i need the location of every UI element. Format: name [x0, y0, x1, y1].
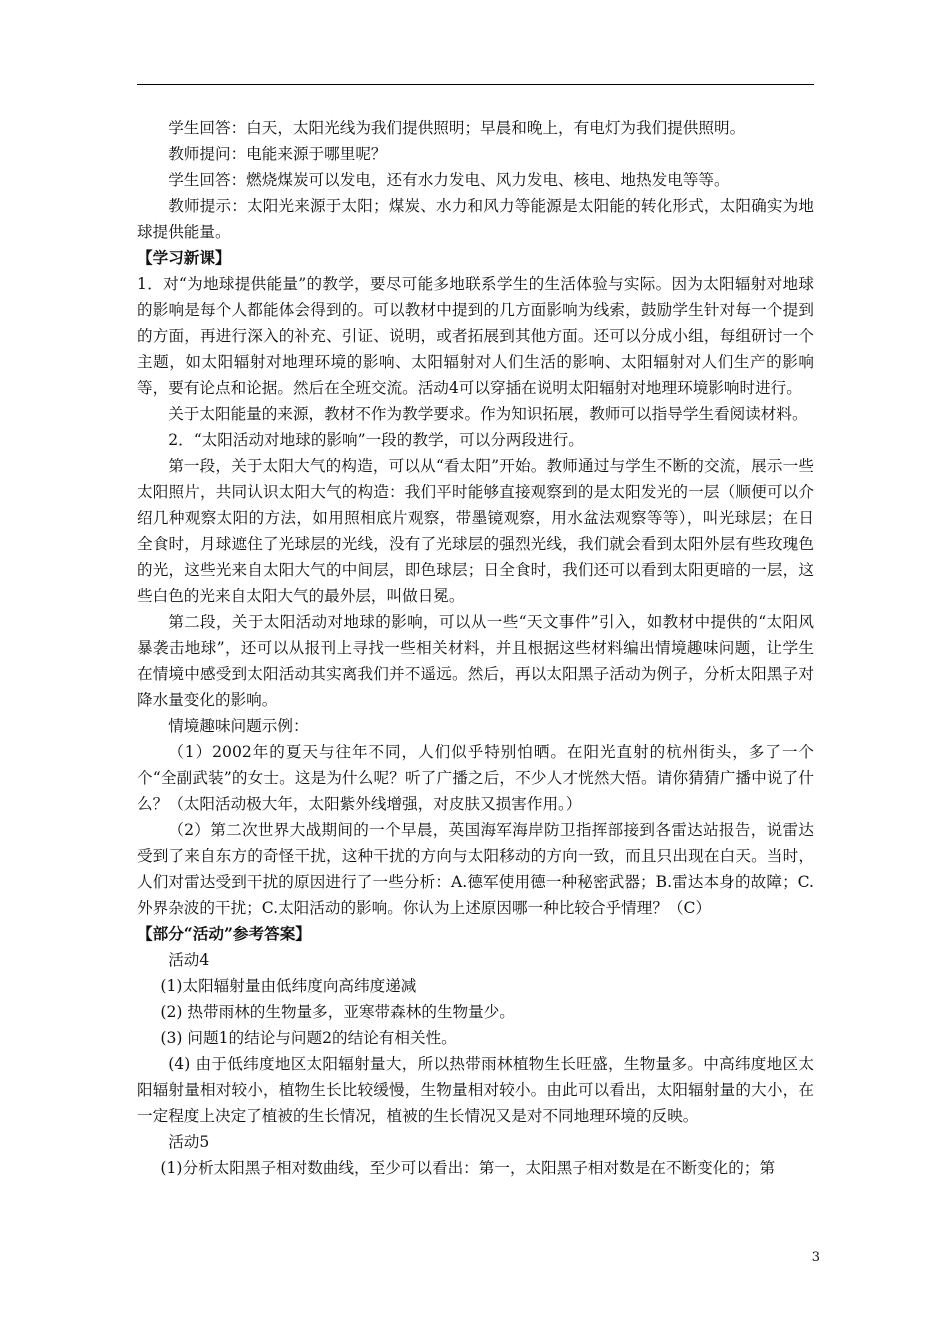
- example-2: （2）第二次世界大战期间的一个早晨，英国海军海岸防卫指挥部接到各雷达站报告，说雷达受到了来自东方的奇怪干扰，这种干扰的方向与太阳移动的方向一致，而且只出现在白天。当时，人们对雷达受到干扰的原因进行了一些分析：A.德军使用德一种秘密武器；B.雷达本身的故障；C.外界杂波的干扰；C.太阳活动的影响。你认为上述原因哪一种比较合乎情理？（C）: [137, 821, 814, 917]
- example-1: （1）2002年的夏天与往年不同，人们似乎特别怕晒。在阳光直射的杭州街头，多了一个个“全副武装”的女士。这是为什么呢？听了广播之后，不少人才恍然大悟。请你猜猜广播中说了什么？（太阳活动极大年，太阳紫外线增强，对皮肤又损害作用。）: [137, 743, 814, 813]
- activity-4-answer-2: (2) 热带雨林的生物量多，亚寒带森林的生物量少。: [160, 1003, 515, 1021]
- activity-4-answer-4: (4) 由于低纬度地区太阳辐射量大，所以热带雨林植物生长旺盛，生物量多。中高纬度地区太阳辐射量相对较小，植物生长比较缓慢，生物量相对较小。由此可以看出，太阳辐射量的大小，在一定程度上决定了植被的生长情况，植被的生长情况又是对不同地理环境的反映。: [137, 1055, 814, 1125]
- student-answer-1: 学生回答：白天，太阳光线为我们提供照明；早晨和晚上，有电灯为我们提供照明。: [168, 119, 746, 137]
- header-rule: [137, 84, 814, 85]
- section-heading-new-lesson: 【学习新课】: [137, 248, 231, 267]
- teacher-hint: 教师提示：太阳光来源于太阳；煤炭、水力和风力等能源是太阳能的转化形式，太阳确实为地球提供能量。: [137, 197, 814, 241]
- student-answer-2: 学生回答：燃烧煤炭可以发电，还有水力发电、风力发电、核电、地热发电等等。: [168, 171, 730, 189]
- paragraph-item-2: 2．“太阳活动对地球的影响”一段的教学，可以分两段进行。: [168, 431, 584, 449]
- activity-4-heading: 活动4: [168, 951, 210, 969]
- section-heading-answers: 【部分“活动”参考答案】: [137, 924, 311, 943]
- paragraph-energy-source: 关于太阳能量的来源，教材不作为教学要求。作为知识拓展，教师可以指导学生看阅读材料。: [168, 405, 808, 423]
- teacher-question: 教师提问：电能来源于哪里呢？: [168, 145, 387, 163]
- activity-5-answer-1: (1)分析太阳黑子相对数曲线，至少可以看出：第一，太阳黑子相对数是在不断变化的；第: [160, 1159, 776, 1177]
- page-number: 3: [811, 1250, 820, 1265]
- activity-5-heading: 活动5: [168, 1133, 210, 1151]
- paragraph-part-two: 第二段，关于太阳活动对地球的影响，可以从一些“天文事件”引入，如教材中提供的“太阳风暴袭击地球”，还可以从报刊上寻找一些相关材料，并且根据这些材料编出情境趣味问题，让学生在情境中感受到太阳活动其实离我们并不遥远。然后，再以太阳黑子活动为例子，分析太阳黑子对降水量变化的影响。: [137, 613, 814, 709]
- paragraph-part-one: 第一段，关于太阳大气的构造，可以从“看太阳”开始。教师通过与学生不断的交流，展示一些太阳照片，共同认识太阳大气的构造：我们平时能够直接观察到的是太阳发光的一层（顺便可以介绍几种观察太阳的方法，如用照相底片观察，带墨镜观察，用水盆法观察等等），叫光球层；在日全食时，月球遮住了光球层的光线，没有了光球层的强烈光线，我们就会看到太阳外层有些玫瑰色的光，这些光来自太阳大气的中间层，即色球层；日全食时，我们还可以看到太阳更暗的一层，这些白色的光来自太阳大气的最外层，叫做日冕。: [137, 457, 814, 605]
- example-heading: 情境趣味问题示例：: [168, 717, 309, 735]
- paragraph-item-1: 1．对“为地球提供能量”的教学，要尽可能多地联系学生的生活体验与实际。因为太阳辐射对地球的影响是每个人都能体会得到的。可以教材中提到的几方面影响为线索，鼓励学生针对每一个提到的方面，再进行深入的补充、引证、说明，或者拓展到其他方面。还可以分成小组，每组研讨一个主题，如太阳辐射对地理环境的影响、太阳辐射对人们生活的影响、太阳辐射对人们生产的影响等，要有论点和论据。然后在全班交流。活动4可以穿插在说明太阳辐射对地理环境影响时进行。: [137, 275, 814, 397]
- activity-4-answer-3: (3) 问题1的结论与问题2的结论有相关性。: [160, 1029, 457, 1047]
- activity-4-answer-1: (1)太阳辐射量由低纬度向高纬度递减: [160, 977, 417, 995]
- document-body: [137, 115, 814, 1181]
